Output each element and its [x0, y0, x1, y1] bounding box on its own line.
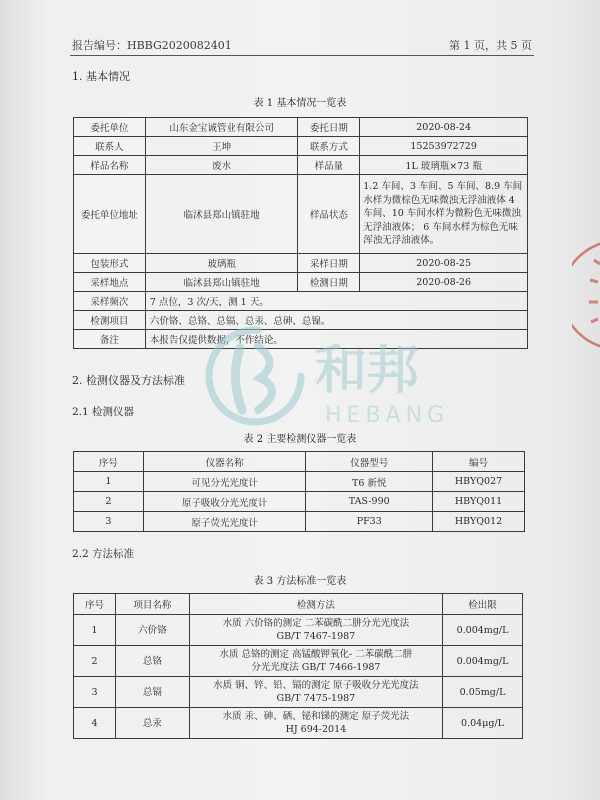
table-row — [74, 330, 528, 349]
sample-state-label: 样品状态 — [298, 175, 360, 254]
watermark-stroke-icon — [258, 346, 272, 410]
table-row — [74, 156, 528, 175]
method-line: 水质 总铬的测定 高锰酸钾氧化- 二苯碳酰二肼 — [219, 649, 413, 660]
table-cell: 总镉 — [115, 677, 189, 708]
header-cell: 仪器型号 — [306, 452, 433, 472]
instruments-table — [73, 451, 525, 532]
seal-ring-icon — [572, 242, 600, 348]
watermark-brand-cn: 和邦 — [315, 341, 420, 401]
client-address-value: 临沭县郑山镇驻地 — [145, 175, 298, 254]
table3-caption: 表 3 方法标准一览表 — [253, 576, 347, 587]
table-row — [74, 472, 525, 492]
table-cell: 0.004mg/L — [443, 615, 523, 646]
commission-date-label: 委托日期 — [298, 118, 360, 137]
table1-caption: 表 1 基本情况一览表 — [253, 98, 347, 109]
header-cell: 项目名称 — [115, 594, 189, 615]
table-row — [74, 677, 523, 708]
sampling-date-label: 采样日期 — [298, 254, 360, 273]
phone-value: 15253972729 — [360, 137, 528, 156]
table-row — [74, 118, 528, 137]
table-row — [74, 512, 525, 532]
methods-table — [73, 593, 523, 739]
method-line: 水质 六价铬的测定 二苯碳酰二肼分光光度法 — [222, 618, 410, 629]
table-header-row — [74, 594, 523, 615]
sample-name-value: 废水 — [145, 156, 298, 175]
method-standard: GB/T 7475-1987 — [276, 693, 356, 704]
method-standard: HJ 694-2014 — [285, 724, 347, 735]
sample-qty-label: 样品量 — [298, 156, 360, 175]
basic-info-table — [73, 117, 528, 349]
method-standard: GB/T 7467-1987 — [276, 631, 356, 642]
remark-value: 本报告仅提供数据，不作结论。 — [145, 330, 527, 349]
sample-name-label: 样品名称 — [74, 156, 146, 175]
table-cell: 3 — [74, 677, 116, 708]
seal-mark-icon — [589, 260, 600, 322]
table-row — [74, 254, 528, 273]
table-cell: 2 — [74, 646, 116, 677]
method-cell — [189, 708, 442, 739]
frequency-value: 7 点位，3 次/天，测 1 天。 — [145, 292, 527, 311]
header-cell: 检测方法 — [189, 594, 442, 615]
page-indicator: 第 1 页，共 5 页 — [449, 39, 532, 52]
method-cell — [189, 646, 442, 677]
table-row — [74, 708, 523, 739]
header-divider — [70, 55, 534, 56]
sampling-site-value: 临沭县郑山镇驻地 — [145, 273, 298, 292]
table-cell: 原子荧光光度计 — [143, 512, 306, 532]
sample-qty-value: 1L 玻璃瓶×73 瓶 — [360, 156, 528, 175]
table-cell: 总铬 — [115, 646, 189, 677]
table-cell: 4 — [74, 708, 116, 739]
table-cell: 1 — [74, 615, 116, 646]
frequency-label: 采样频次 — [74, 292, 146, 311]
method-line: 水质 汞、砷、硒、铋和锑的测定 原子荧光法 — [222, 711, 410, 722]
contact-label: 联系人 — [74, 137, 146, 156]
table-cell: 六价铬 — [115, 615, 189, 646]
table-cell: 2 — [74, 492, 144, 512]
header-cell: 序号 — [74, 452, 144, 472]
phone-label: 联系方式 — [298, 137, 360, 156]
header-cell: 序号 — [74, 594, 116, 615]
packaging-value: 玻璃瓶 — [145, 254, 298, 273]
table-cell: T6 新悦 — [306, 472, 433, 492]
table-row — [74, 137, 528, 156]
section-instruments-title: 2. 检测仪器及方法标准 — [72, 374, 185, 387]
table-cell: 0.05mg/L — [443, 677, 523, 708]
header-cell: 检出限 — [443, 594, 523, 615]
table-cell: HBYQ011 — [433, 492, 525, 512]
section-methods-subtitle: 2.2 方法标准 — [72, 548, 135, 560]
commission-date-value: 2020-08-24 — [360, 118, 528, 137]
table-cell: PF33 — [306, 512, 433, 532]
test-date-label: 检测日期 — [298, 273, 360, 292]
table-row — [74, 292, 528, 311]
header-cell: 编号 — [433, 452, 525, 472]
method-line: 水质 铜、锌、铅、镉的测定 原子吸收分光光度法 — [213, 680, 419, 691]
watermark-stroke-icon — [235, 348, 242, 410]
items-value: 六价铬、总铬、总镉、总汞、总砷、总镍。 — [145, 311, 527, 330]
client-label: 委托单位 — [74, 118, 146, 137]
table-row — [74, 492, 525, 512]
table-cell: 总汞 — [115, 708, 189, 739]
items-label: 检测项目 — [74, 311, 146, 330]
table-cell: 3 — [74, 512, 144, 532]
table-row — [74, 273, 528, 292]
table-cell: HBYQ012 — [433, 512, 525, 532]
client-value: 山东金宝诚管业有限公司 — [145, 118, 298, 137]
sampling-date-value: 2020-08-25 — [360, 254, 528, 273]
table-cell: 0.04μg/L — [443, 708, 523, 739]
section-instruments-subtitle: 2.1 检测仪器 — [72, 406, 135, 418]
table-cell: 原子吸收分光光度计 — [143, 492, 306, 512]
test-date-value: 2020-08-26 — [360, 273, 528, 292]
method-cell — [189, 615, 442, 646]
report-number: 报告编号：HBBG2020082401 — [72, 39, 232, 52]
method-cell — [189, 677, 442, 708]
remark-label: 备注 — [74, 330, 146, 349]
table-cell: 0.004mg/L — [443, 646, 523, 677]
client-address-label: 委托单位地址 — [74, 175, 146, 254]
table-cell: 1 — [74, 472, 144, 492]
table-row — [74, 615, 523, 646]
watermark-brand-en: HEBANG — [325, 403, 450, 428]
table2-caption: 表 2 主要检测仪器一览表 — [243, 434, 357, 445]
table-cell: TAS-990 — [306, 492, 433, 512]
table-row — [74, 646, 523, 677]
contact-value: 王坤 — [145, 137, 298, 156]
table-header-row — [74, 452, 525, 472]
sampling-site-label: 采样地点 — [74, 273, 146, 292]
seal-stamp-icon — [572, 240, 600, 350]
table-cell: HBYQ027 — [433, 472, 525, 492]
header-cell: 仪器名称 — [143, 452, 306, 472]
table-row — [74, 175, 528, 254]
section-basic-info-title: 1. 基本情况 — [72, 70, 130, 83]
method-standard: 分光光度法 GB/T 7466-1987 — [251, 662, 381, 673]
sample-state-value: 1.2 车间、3 车间、5 车间、8.9 车间水样为微棕色无味微浊无浮油液体 4 车间、10 车间水样为微粉色无味微浊无浮油液体； 6 车间水样为棕色无味浑浊无浮油液体。 — [360, 175, 528, 254]
table-cell: 可见分光光度计 — [143, 472, 306, 492]
packaging-label: 包装形式 — [74, 254, 146, 273]
table-row — [74, 311, 528, 330]
